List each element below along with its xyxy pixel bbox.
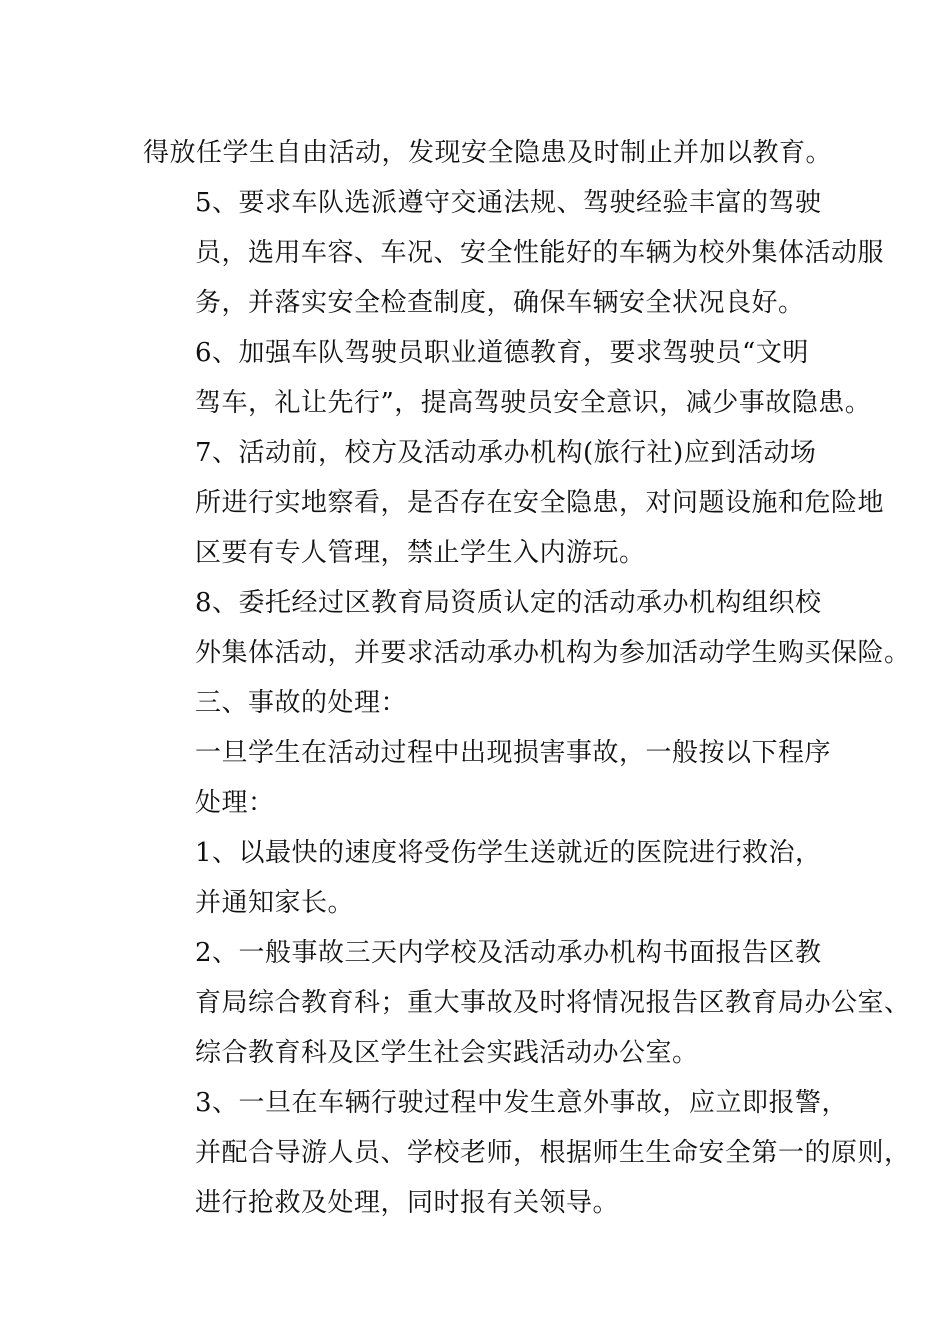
text-line: 3、一旦在车辆行驶过程中发生意外事故，应立即报警， bbox=[195, 1088, 849, 1118]
text-line: 三、事故的处理： bbox=[195, 688, 408, 718]
text-line: 驾车，礼让先行”，提高驾驶员安全意识，减少事故隐患。 bbox=[195, 388, 872, 418]
section-heading-accident-handling bbox=[143, 678, 823, 728]
text-line: 2、一般事故三天内学校及活动承办机构书面报告区教 bbox=[195, 938, 822, 968]
text-line: 一旦学生在活动过程中出现损害事故，一般按以下程序 bbox=[195, 738, 832, 768]
text-line: 并通知家长。 bbox=[195, 888, 355, 918]
text-line: 6、加强车队驾驶员职业道德教育，要求驾驶员“文明 bbox=[195, 338, 809, 368]
text-line: 外集体活动，并要求活动承办机构为参加活动学生购买保险。 bbox=[195, 638, 911, 668]
text-line: 得放任学生自由活动，发现安全隐患及时制止并加以教育。 bbox=[143, 138, 833, 168]
paragraph-item-8 bbox=[143, 578, 911, 678]
text-line: 员，选用车容、车况、安全性能好的车辆为校外集体活动服 bbox=[195, 238, 885, 268]
text-line: 7、活动前，校方及活动承办机构(旅行社)应到活动场 bbox=[195, 438, 817, 468]
paragraph-item-5 bbox=[143, 178, 885, 328]
text-line: 进行抢救及处理，同时报有关领导。 bbox=[195, 1188, 620, 1218]
text-line: 1、以最快的速度将受伤学生送就近的医院进行救治， bbox=[195, 838, 822, 868]
text-line: 所进行实地察看，是否存在安全隐患，对问题设施和危险地 bbox=[195, 488, 885, 518]
paragraph-item-6 bbox=[143, 328, 872, 428]
text-line: 育局综合教育科；重大事故及时将情况报告区教育局办公室、 bbox=[195, 988, 911, 1018]
text-line: 区要有专人管理，禁止学生入内游玩。 bbox=[195, 538, 646, 568]
paragraph-procedure-intro bbox=[143, 728, 832, 828]
paragraph-item-7 bbox=[143, 428, 885, 578]
paragraph-step-1 bbox=[143, 828, 823, 928]
document-body bbox=[143, 128, 911, 1228]
text-line: 处理： bbox=[195, 788, 275, 818]
text-line: 综合教育科及区学生社会实践活动办公室。 bbox=[195, 1038, 699, 1068]
paragraph-step-3 bbox=[143, 1078, 911, 1228]
paragraph-step-2 bbox=[143, 928, 911, 1078]
text-line: 务，并落实安全检查制度，确保车辆安全状况良好。 bbox=[195, 288, 805, 318]
text-line: 5、要求车队选派遵守交通法规、驾驶经验丰富的驾驶 bbox=[195, 188, 822, 218]
text-line: 8、委托经过区教育局资质认定的活动承办机构组织校 bbox=[195, 588, 822, 618]
text-line: 并配合导游人员、学校老师，根据师生生命安全第一的原则， bbox=[195, 1138, 911, 1168]
paragraph-continuation bbox=[143, 128, 833, 178]
